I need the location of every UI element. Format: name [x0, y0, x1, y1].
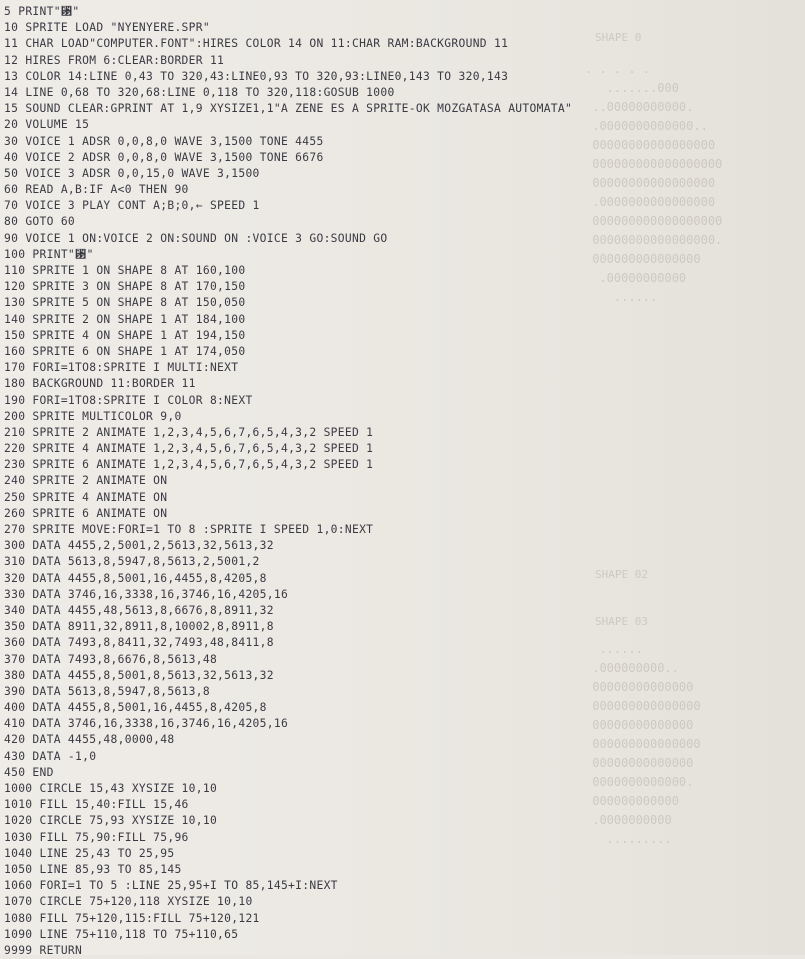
line-number: 60	[4, 183, 19, 197]
program-line	[4, 409, 799, 425]
line-code: SPRITE 4 ANIMATE 1,2,3,4,5,6,7,6,5,4,3,2 SPEED 1	[32, 442, 374, 456]
line-code: DATA 7493,8,8411,32,7493,48,8411,8	[32, 636, 274, 650]
program-line	[4, 279, 799, 295]
program-line	[4, 749, 799, 765]
program-line	[4, 425, 799, 441]
bleed-block-top: . . . . . .......000 ..00000000000. .0000000000000.. 00000000000000000 000000000000000000 00000000000000000 .0000000000000000 000000000000000000 00000000000000000. 000000000000000 .00000000000 ......	[585, 62, 723, 304]
line-number: 30	[4, 134, 19, 148]
line-number: 350	[4, 620, 26, 634]
program-line	[4, 554, 799, 570]
line-number: 12	[4, 53, 19, 67]
program-line	[4, 393, 799, 409]
line-code: CIRCLE 15,43 XYSIZE 10,10	[39, 782, 218, 795]
line-number: 160	[4, 344, 26, 358]
line-code: LINE 25,43 TO 25,95	[39, 846, 175, 860]
line-code: DATA 4455,8,5001,8,5613,32,5613,32	[32, 668, 274, 682]
program-line	[4, 166, 799, 182]
program-line	[4, 846, 799, 862]
line-code: SPRITE MOVE:FORI=1 TO 8 :SPRITE I SPEED 1,0:NEXT	[32, 523, 374, 536]
line-code: CIRCLE 75,93 XYSIZE 10,10	[39, 814, 218, 828]
program-line	[4, 36, 799, 52]
line-code: DATA 5613,8,5947,8,5613,8	[32, 684, 210, 698]
line-code: GOTO 60	[25, 215, 76, 229]
line-number: 420	[4, 733, 26, 747]
line-code: DATA 4455,8,5001,16,4455,8,4205,8	[32, 571, 267, 585]
line-code: READ A,B:IF A<0 THEN 90	[25, 183, 189, 197]
line-number: 40	[4, 150, 19, 164]
line-number: 120	[4, 280, 26, 294]
line-number: 5	[4, 5, 12, 18]
line-code: FILL 15,40:FILL 15,46	[39, 798, 189, 812]
line-number: 370	[4, 652, 26, 666]
line-code: FILL 75+120,115:FILL 75+120,121	[39, 911, 260, 925]
program-line	[4, 894, 799, 910]
program-line	[4, 813, 799, 829]
line-code: LINE 0,68 TO 320,68:LINE 0,118 TO 320,118:GOSUB 1000	[25, 85, 395, 99]
program-line	[4, 247, 799, 263]
line-code: DATA 5613,8,5947,8,5613,2,5001,2	[32, 555, 260, 569]
line-code: LINE 75+110,118 TO 75+110,65	[39, 927, 239, 941]
line-number: 240	[4, 474, 26, 488]
program-line	[4, 732, 799, 748]
line-number: 100	[4, 247, 26, 261]
line-number: 150	[4, 328, 26, 342]
line-code: DATA 4455,48,5613,8,6676,8,8911,32	[32, 603, 274, 617]
line-number: 190	[4, 393, 26, 407]
program-line	[4, 295, 799, 311]
line-number: 1020	[4, 814, 33, 828]
line-code: SPRITE 6 ANIMATE 1,2,3,4,5,6,7,6,5,4,3,2 SPEED 1	[32, 458, 374, 472]
line-code: SPRITE MULTICOLOR 9,0	[32, 409, 182, 423]
line-code: SPRITE 6 ANIMATE ON	[32, 506, 168, 520]
line-code: DATA 3746,16,3338,16,3746,16,4205,16	[32, 587, 289, 601]
program-line	[4, 69, 799, 85]
line-code: SPRITE 4 ON SHAPE 1 AT 194,150	[32, 328, 246, 342]
program-line	[4, 490, 799, 506]
program-line	[4, 603, 799, 619]
line-code: DATA 4455,48,0000,48	[32, 733, 175, 747]
line-number: 390	[4, 684, 26, 698]
line-number: 1080	[4, 911, 33, 925]
program-line	[4, 700, 799, 716]
line-number: 320	[4, 571, 26, 585]
line-code: END	[32, 765, 54, 779]
program-line	[4, 927, 799, 943]
program-line	[4, 587, 799, 603]
line-code: DATA 4455,8,5001,16,4455,8,4205,8	[32, 701, 267, 715]
program-line	[4, 53, 799, 69]
line-number: 1070	[4, 895, 33, 909]
line-code: SPRITE 4 ANIMATE ON	[32, 490, 168, 504]
line-number: 110	[4, 264, 26, 277]
line-number: 340	[4, 603, 26, 617]
line-code: RETURN	[39, 943, 83, 957]
line-number: 170	[4, 361, 26, 375]
line-code: SPRITE 5 ON SHAPE 8 AT 150,050	[32, 296, 246, 310]
program-line	[4, 360, 799, 376]
program-line	[4, 652, 799, 668]
program-line	[4, 231, 799, 247]
line-number: 360	[4, 636, 26, 650]
line-code: VOICE 3 ADSR 0,0,15,0 WAVE 3,1500	[25, 166, 260, 180]
line-number: 220	[4, 442, 26, 456]
program-line	[4, 781, 799, 797]
line-code: SPRITE 2 ANIMATE ON	[32, 474, 168, 488]
line-number: 9999	[4, 943, 33, 957]
program-line	[4, 668, 799, 684]
line-number: 130	[4, 296, 26, 310]
line-number: 250	[4, 490, 26, 504]
line-code: FORI=1TO8:SPRITE I COLOR 8:NEXT	[32, 393, 253, 407]
line-code: DATA 3746,16,3338,16,3746,16,4205,16	[32, 717, 289, 731]
bleed-label-mid2: SHAPE 03	[595, 615, 648, 628]
program-line	[4, 328, 799, 344]
line-number: 400	[4, 701, 26, 715]
line-code: FILL 75,90:FILL 75,96	[39, 830, 189, 844]
line-code: CIRCLE 75+120,118 XYSIZE 10,10	[39, 895, 253, 909]
program-line	[4, 214, 799, 230]
line-code: SOUND CLEAR:GPRINT AT 1,9 XYSIZE1,1"A ZENE ES A SPRITE-OK MOZGATASA AUTOMATA"	[25, 102, 573, 116]
line-number: 330	[4, 587, 26, 601]
line-number: 70	[4, 199, 19, 213]
line-code: VOLUME 15	[25, 118, 90, 132]
line-code: SPRITE 1 ON SHAPE 8 AT 160,100	[32, 264, 246, 277]
line-code: PRINT"␳"	[32, 247, 94, 261]
line-code: VOICE 3 PLAY CONT A;B;0,← SPEED 1	[25, 199, 260, 213]
line-code: DATA -1,0	[32, 749, 97, 763]
program-line	[4, 457, 799, 473]
line-code: VOICE 2 ADSR 0,0,8,0 WAVE 3,1500 TONE 6676	[25, 150, 324, 164]
program-line	[4, 522, 799, 538]
program-line	[4, 862, 799, 878]
program-line	[4, 4, 799, 20]
line-number: 1000	[4, 782, 33, 795]
program-line	[4, 101, 799, 117]
basic-program-listing	[4, 4, 799, 959]
line-number: 380	[4, 668, 26, 682]
line-number: 1010	[4, 798, 33, 812]
line-code: SPRITE 2 ANIMATE 1,2,3,4,5,6,7,6,5,4,3,2 SPEED 1	[32, 425, 374, 439]
line-code: FORI=1 TO 5 :LINE 25,95+I TO 85,145+I:NEXT	[39, 879, 338, 893]
program-line	[4, 684, 799, 700]
line-number: 80	[4, 215, 19, 229]
program-line	[4, 538, 799, 554]
line-number: 410	[4, 717, 26, 731]
line-code: FORI=1TO8:SPRITE I MULTI:NEXT	[32, 361, 239, 375]
line-number: 14	[4, 85, 19, 99]
line-number: 50	[4, 166, 19, 180]
line-number: 300	[4, 539, 26, 553]
line-number: 1030	[4, 830, 33, 844]
program-line	[4, 765, 799, 781]
program-line	[4, 830, 799, 846]
line-number: 200	[4, 409, 26, 423]
bleed-label-mid: SHAPE 02	[595, 568, 648, 581]
program-line	[4, 911, 799, 927]
line-code: HIRES FROM 6:CLEAR:BORDER 11	[25, 53, 225, 67]
program-line	[4, 312, 799, 328]
line-number: 15	[4, 102, 19, 116]
program-line	[4, 20, 799, 36]
line-code: VOICE 1 ADSR 0,0,8,0 WAVE 3,1500 TONE 4455	[25, 134, 324, 148]
line-number: 430	[4, 749, 26, 763]
program-line	[4, 635, 799, 651]
program-line	[4, 198, 799, 214]
line-code: BACKGROUND 11:BORDER 11	[32, 377, 196, 391]
line-number: 450	[4, 765, 26, 779]
program-line	[4, 506, 799, 522]
program-line	[4, 117, 799, 133]
line-number: 20	[4, 118, 19, 132]
program-line	[4, 85, 799, 101]
program-line	[4, 376, 799, 392]
line-number: 140	[4, 312, 26, 326]
line-number: 260	[4, 506, 26, 520]
line-number: 11	[4, 37, 19, 51]
program-line	[4, 571, 799, 587]
program-line	[4, 943, 799, 959]
line-code: SPRITE LOAD "NYENYERE.SPR"	[25, 21, 210, 35]
line-code: LINE 85,93 TO 85,145	[39, 862, 182, 876]
line-number: 13	[4, 69, 19, 83]
program-line	[4, 441, 799, 457]
program-line	[4, 473, 799, 489]
program-line	[4, 344, 799, 360]
line-code: DATA 4455,2,5001,2,5613,32,5613,32	[32, 539, 274, 553]
line-number: 1050	[4, 862, 33, 876]
bleed-label-top: SHAPE 0	[595, 31, 642, 44]
program-line	[4, 797, 799, 813]
line-code: SPRITE 3 ON SHAPE 8 AT 170,150	[32, 280, 246, 294]
line-code: VOICE 1 ON:VOICE 2 ON:SOUND ON :VOICE 3 GO:SOUND GO	[25, 231, 388, 245]
program-line	[4, 182, 799, 198]
program-line	[4, 878, 799, 894]
line-code: SPRITE 2 ON SHAPE 1 AT 184,100	[32, 312, 246, 326]
line-code: COLOR 14:LINE 0,43 TO 320,43:LINE0,93 TO 320,93:LINE0,143 TO 320,143	[25, 69, 509, 83]
line-number: 10	[4, 21, 19, 35]
line-code: DATA 8911,32,8911,8,10002,8,8911,8	[32, 620, 274, 634]
line-number: 270	[4, 523, 26, 536]
line-code: DATA 7493,8,6676,8,5613,48	[32, 652, 218, 666]
bleed-block-bottom: ...... .000000000.. 00000000000000 000000000000000 00000000000000 000000000000000 00000000000000 0000000000000. 000000000000 .0000000000 .........	[592, 642, 701, 846]
line-number: 1090	[4, 927, 33, 941]
program-line	[4, 150, 799, 166]
program-line	[4, 134, 799, 150]
line-number: 180	[4, 377, 26, 391]
line-code: CHAR LOAD"COMPUTER.FONT":HIRES COLOR 14 ON 11:CHAR RAM:BACKGROUND 11	[25, 37, 509, 51]
line-number: 230	[4, 458, 26, 472]
line-number: 310	[4, 555, 26, 569]
line-number: 1040	[4, 846, 33, 860]
line-number: 1060	[4, 879, 33, 893]
line-code: PRINT"␳"	[18, 5, 80, 18]
program-line	[4, 619, 799, 635]
program-line	[4, 263, 799, 279]
line-code: SPRITE 6 ON SHAPE 1 AT 174,050	[32, 344, 246, 358]
line-number: 90	[4, 231, 19, 245]
line-number: 210	[4, 425, 26, 439]
program-line	[4, 716, 799, 732]
